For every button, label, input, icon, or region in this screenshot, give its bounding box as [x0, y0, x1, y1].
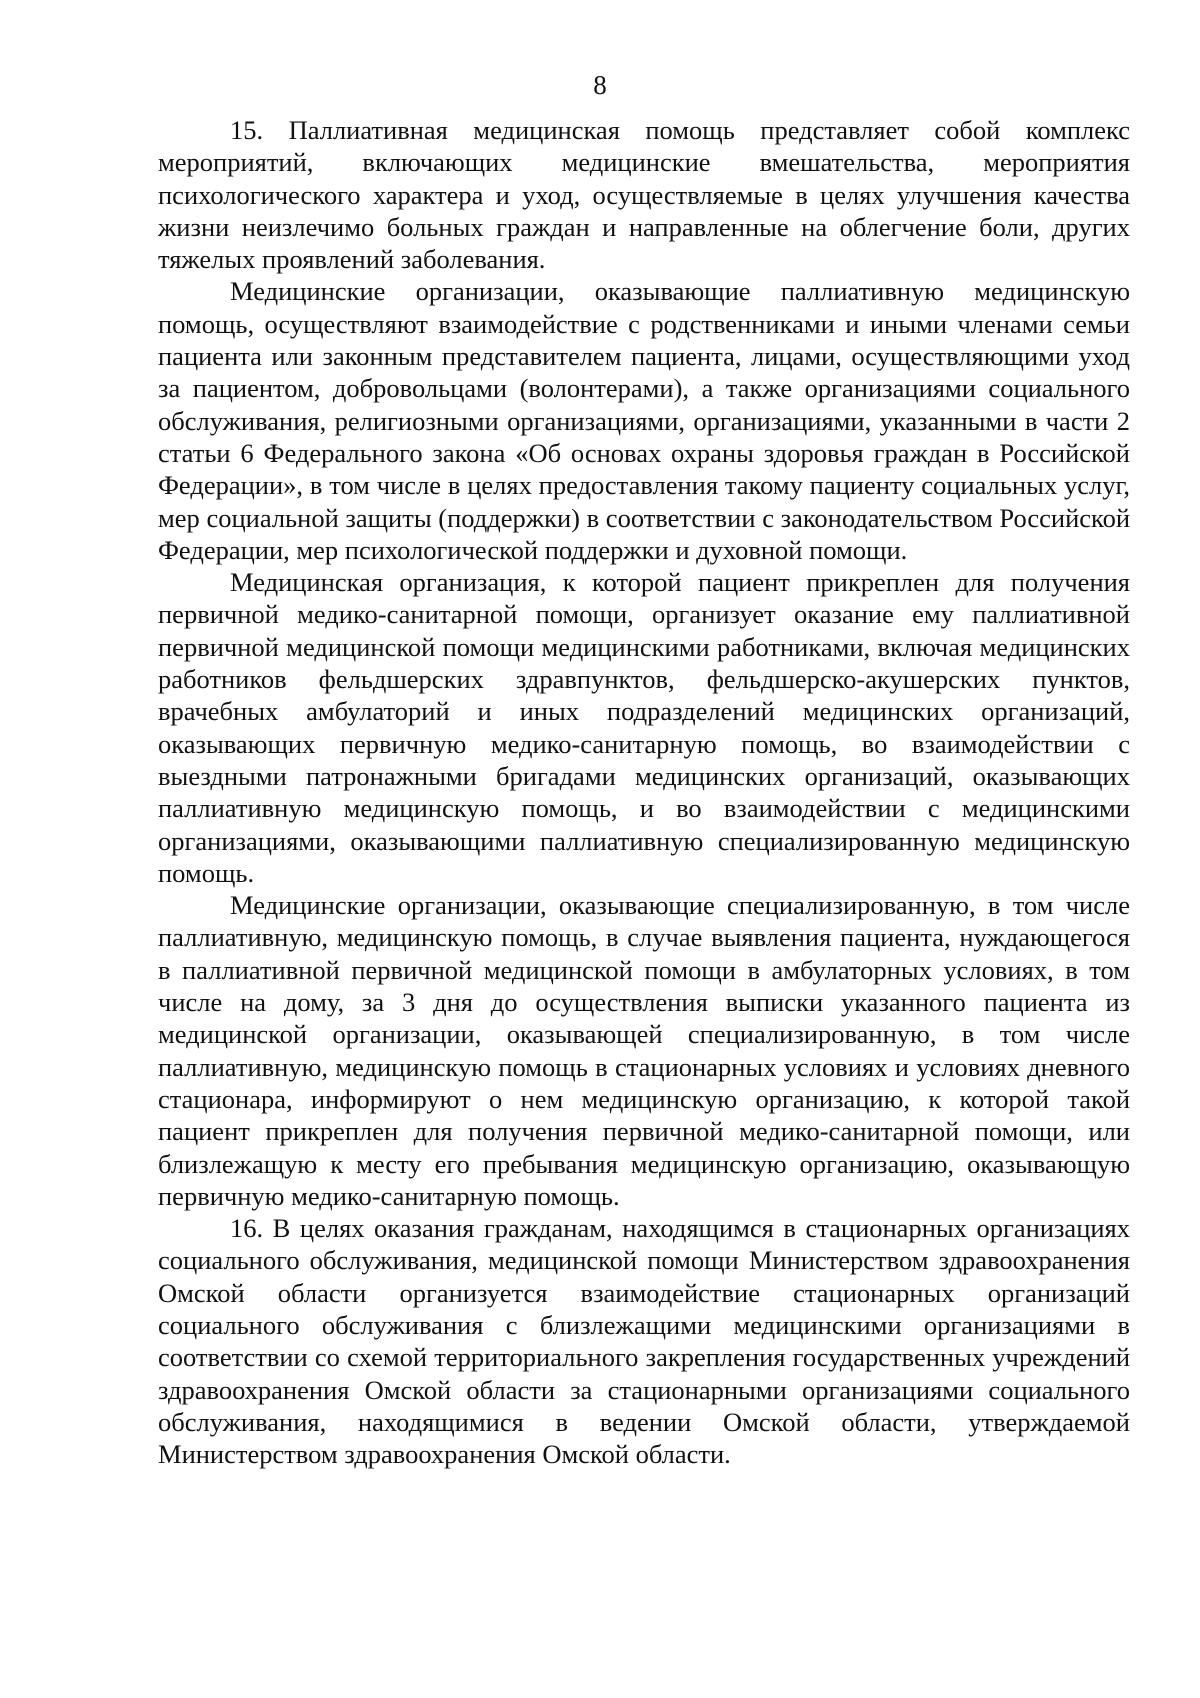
- paragraph-specialized-care-organizations: Медицинские организации, оказывающие специализированную, в том числе паллиативную, медицинскую помощь, в случае выявления пациента, нуждающегося в паллиативной первичной медицинской помощи в амбулаторных условиях, в том числе на дому, за 3 дня до осуществления выписки указанного пациента из медицинской организации, оказывающей специализированную, в том числе паллиативную, медицинскую помощь в стационарных условиях и условиях дневного стационара, информируют о нем медицинскую организацию, к которой такой пациент прикреплен для получения первичной медико-санитарной помощи, или близлежащую к месту его пребывания медицинскую организацию, оказывающую первичную медико-санитарную помощь.: [158, 890, 1130, 1211]
- document-body: [158, 114, 1130, 1470]
- paragraph-interaction-with-relatives: Медицинские организации, оказывающие паллиативную медицинскую помощь, осуществляют взаимодействие с родственниками и иными членами семьи пациента или законным представителем пациента, лицами, осуществляющими уход за пациентом, добровольцами (волонтерами), а также организациями социального обслуживания, религиозными организациями, организациями, указанными в части 2 статьи 6 Федерального закона «Об основах охраны здоровья граждан в Российской Федерации», в том числе в целях предоставления такому пациенту социальных услуг, мер социальной защиты (поддержки) в соответствии с законодательством Российской Федерации, мер психологической поддержки и духовной помощи.: [158, 276, 1130, 565]
- paragraph-15: 15. Паллиативная медицинская помощь представляет собой комплекс мероприятий, включающих медицинские вмешательства, мероприятия психологического характера и уход, осуществляемые в целях улучшения качества жизни неизлечимо больных граждан и направленные на облегчение боли, других тяжелых проявлений заболевания.: [158, 115, 1130, 275]
- paragraph-16: 16. В целях оказания гражданам, находящимся в стационарных организациях социального обслуживания, медицинской помощи Министерством здравоохранения Омской области организуется взаимодействие стационарных организаций социального обслуживания с близлежащими медицинскими организациями в соответствии со схемой территориального закрепления государственных учреждений здравоохранения Омской области за стационарными организациями социального обслуживания, находящимися в ведении Омской области, утверждаемой Министерством здравоохранения Омской области.: [158, 1213, 1130, 1470]
- paragraph-primary-care-organization: Медицинская организация, к которой пациент прикреплен для получения первичной медико-санитарной помощи, организует оказание ему паллиативной первичной медицинской помощи медицинскими работниками, включая медицинских работников фельдшерских здравпунктов, фельдшерско-акушерских пунктов, врачебных амбулаторий и иных подразделений медицинских организаций, оказывающих первичную медико-санитарную помощь, во взаимодействии с выездными патронажными бригадами медицинских организаций, оказывающих паллиативную медицинскую помощь, и во взаимодействии с медицинскими организациями, оказывающими паллиативную специализированную медицинскую помощь.: [158, 567, 1130, 888]
- page-number: 8: [593, 70, 607, 100]
